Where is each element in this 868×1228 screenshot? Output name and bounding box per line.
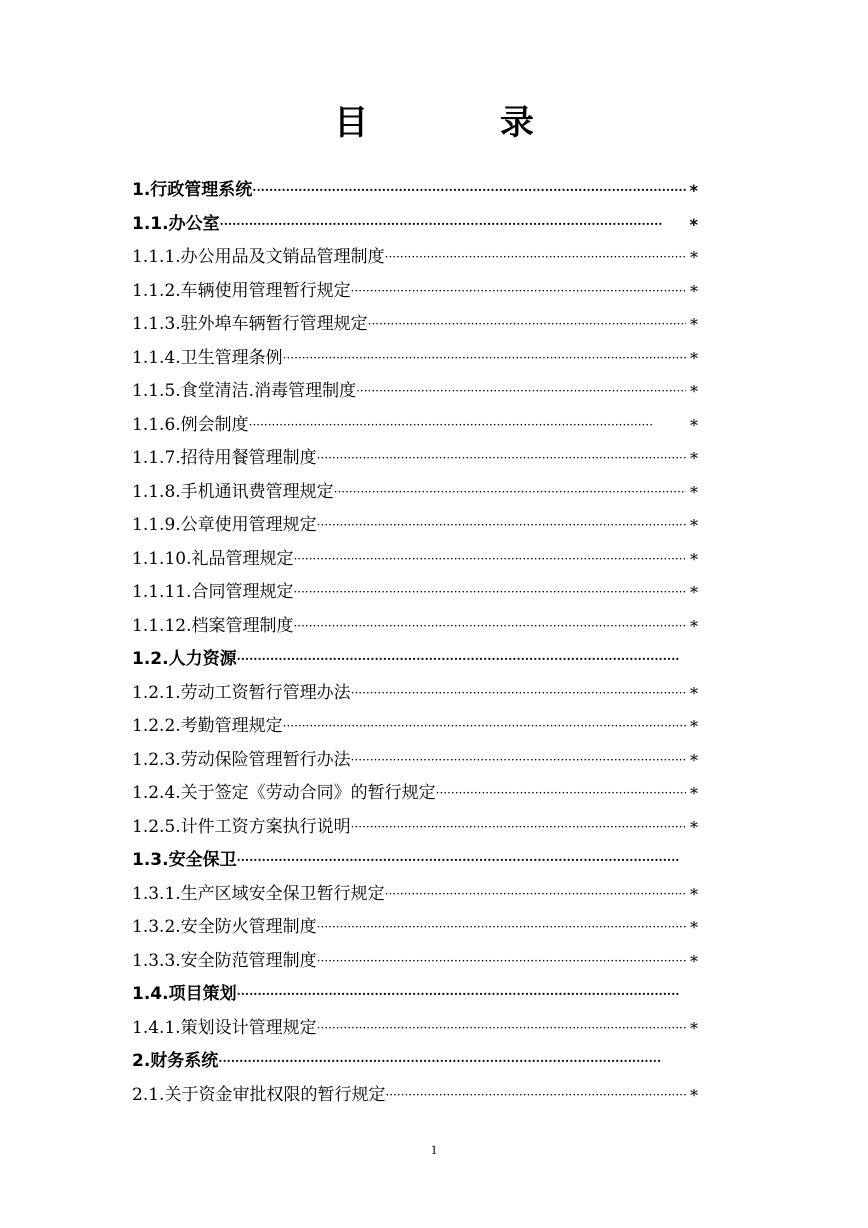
- toc-dot-leader: [237, 978, 686, 1012]
- page-number: 1: [430, 1142, 438, 1157]
- toc-entry-page: *: [690, 717, 698, 736]
- toc-dot-leader: [334, 476, 686, 510]
- toc-entry-page: *: [690, 449, 698, 468]
- toc-entry-title: 1.2.4.关于签定《劳动合同》的暂行规定: [132, 783, 436, 803]
- toc-entry-title: 1.1.6.例会制度: [132, 414, 249, 435]
- toc-entry-title: 1.3.安全保卫: [132, 850, 237, 870]
- toc-entry[interactable]: [132, 509, 698, 543]
- toc-entry-title: 1.1.4.卫生管理条例: [132, 347, 283, 368]
- toc-entry[interactable]: [132, 476, 698, 510]
- toc-entry[interactable]: [132, 878, 698, 912]
- toc-dot-leader: [317, 1012, 686, 1046]
- toc-entry-title: 1.3.3.安全防范管理制度: [132, 950, 317, 971]
- toc-entry-title: 1.行政管理系统: [132, 180, 253, 200]
- toc-entry[interactable]: [132, 241, 698, 275]
- toc-entry[interactable]: [132, 811, 698, 845]
- toc-entry[interactable]: [132, 375, 698, 409]
- toc-entry-page: *: [690, 884, 698, 904]
- toc-entry[interactable]: [132, 342, 698, 376]
- toc-entry-title: 1.1.7.招待用餐管理制度: [132, 448, 317, 468]
- page-title: 目 录: [334, 103, 594, 143]
- toc-entry[interactable]: [132, 945, 698, 979]
- toc-entry-page: *: [690, 683, 698, 703]
- toc-entry[interactable]: [132, 576, 698, 610]
- toc-entry-page: *: [690, 248, 698, 267]
- toc-dot-leader: [220, 208, 686, 242]
- toc-entry-page: *: [690, 1018, 698, 1038]
- toc-entry-page: *: [690, 281, 698, 301]
- toc-entry-page: *: [690, 549, 698, 569]
- toc-entry-title: 1.1.12.档案管理制度: [132, 615, 294, 636]
- table-of-contents: [132, 174, 698, 1112]
- toc-entry-title: 2.1.关于资金审批权限的暂行规定: [132, 1084, 386, 1105]
- toc-entry-page: *: [690, 817, 698, 837]
- toc-dot-leader: [351, 811, 686, 845]
- toc-dot-leader: [218, 1045, 686, 1079]
- toc-entry[interactable]: [132, 643, 698, 677]
- toc-entry[interactable]: [132, 677, 698, 711]
- toc-entry[interactable]: [132, 208, 698, 242]
- toc-dot-leader: [283, 710, 686, 744]
- toc-dot-leader: [237, 643, 686, 677]
- toc-entry-title: 1.1.11.合同管理规定: [132, 582, 294, 602]
- toc-dot-leader: [317, 442, 686, 476]
- toc-entry[interactable]: [132, 409, 698, 443]
- toc-dot-leader: [351, 677, 686, 711]
- toc-entry-title: 1.2.人力资源: [132, 649, 237, 669]
- toc-entry-title: 1.1.办公室: [132, 213, 220, 234]
- toc-entry[interactable]: [132, 978, 698, 1012]
- toc-entry-title: 1.3.2.安全防火管理制度: [132, 917, 317, 937]
- toc-entry-title: 1.1.2.车辆使用管理暂行规定: [132, 280, 351, 301]
- toc-dot-leader: [249, 409, 686, 443]
- toc-entry[interactable]: [132, 1012, 698, 1046]
- toc-entry-title: 1.1.9.公章使用管理规定: [132, 515, 317, 535]
- toc-dot-leader: [293, 610, 686, 644]
- toc-dot-leader: [317, 911, 686, 945]
- toc-dot-leader: [283, 342, 686, 376]
- toc-entry-page: *: [689, 181, 698, 200]
- toc-entry-title: 2.财务系统: [132, 1051, 219, 1071]
- toc-entry-page: *: [690, 482, 698, 502]
- toc-entry-title: 1.1.5.食堂清洁.消毒管理制度: [132, 381, 357, 401]
- toc-entry-page: *: [690, 315, 698, 334]
- toc-entry-page: *: [690, 784, 698, 803]
- toc-entry-page: *: [690, 348, 698, 368]
- toc-dot-leader: [436, 777, 686, 811]
- toc-entry-title: 1.4.1.策划设计管理规定: [132, 1017, 317, 1038]
- toc-dot-leader: [252, 174, 686, 208]
- toc-entry[interactable]: [132, 710, 698, 744]
- toc-entry-page: *: [690, 750, 698, 770]
- toc-entry-page: *: [690, 951, 698, 971]
- toc-entry[interactable]: [132, 308, 698, 342]
- toc-entry[interactable]: [132, 1045, 698, 1079]
- toc-dot-leader: [293, 543, 686, 577]
- toc-entry[interactable]: [132, 844, 698, 878]
- toc-dot-leader: [237, 844, 686, 878]
- toc-entry-page: *: [690, 415, 698, 435]
- toc-entry[interactable]: [132, 543, 698, 577]
- toc-entry-page: *: [690, 616, 698, 636]
- toc-entry-title: 1.1.8.手机通讯费管理规定: [132, 481, 334, 502]
- toc-dot-leader: [385, 878, 686, 912]
- toc-entry-page: *: [689, 214, 698, 234]
- toc-dot-leader: [385, 241, 686, 275]
- toc-dot-leader: [317, 509, 686, 543]
- toc-entry-page: *: [690, 516, 698, 535]
- toc-entry-title: 1.3.1.生产区域安全保卫暂行规定: [132, 883, 385, 904]
- toc-dot-leader: [351, 275, 686, 309]
- toc-entry[interactable]: [132, 911, 698, 945]
- toc-dot-leader: [351, 744, 686, 778]
- toc-entry-title: 1.1.3.驻外埠车辆暂行管理规定: [132, 314, 368, 334]
- toc-dot-leader: [368, 308, 686, 342]
- toc-entry[interactable]: [132, 275, 698, 309]
- toc-entry[interactable]: [132, 744, 698, 778]
- toc-entry-title: 1.1.10.礼品管理规定: [132, 548, 294, 569]
- toc-entry[interactable]: [132, 777, 698, 811]
- toc-entry-page: *: [690, 1085, 698, 1105]
- toc-dot-leader: [317, 945, 686, 979]
- toc-dot-leader: [293, 576, 686, 610]
- toc-entry-page: *: [690, 918, 698, 937]
- toc-entry-title: 1.2.5.计件工资方案执行说明: [132, 816, 351, 837]
- toc-entry-title: 1.2.2.考勤管理规定: [132, 716, 283, 736]
- toc-entry-title: 1.2.1.劳动工资暂行管理办法: [132, 682, 351, 703]
- toc-entry[interactable]: [132, 1079, 698, 1113]
- toc-dot-leader: [385, 1079, 686, 1113]
- toc-entry[interactable]: [132, 610, 698, 644]
- toc-entry-page: *: [690, 583, 698, 602]
- toc-entry-page: *: [690, 382, 698, 401]
- toc-entry[interactable]: [132, 174, 698, 208]
- toc-entry[interactable]: [132, 442, 698, 476]
- toc-entry-title: 1.1.1.办公用品及文销品管理制度: [132, 247, 385, 267]
- toc-entry-title: 1.4.项目策划: [132, 984, 237, 1004]
- toc-dot-leader: [356, 375, 686, 409]
- toc-entry-title: 1.2.3.劳动保险管理暂行办法: [132, 749, 351, 770]
